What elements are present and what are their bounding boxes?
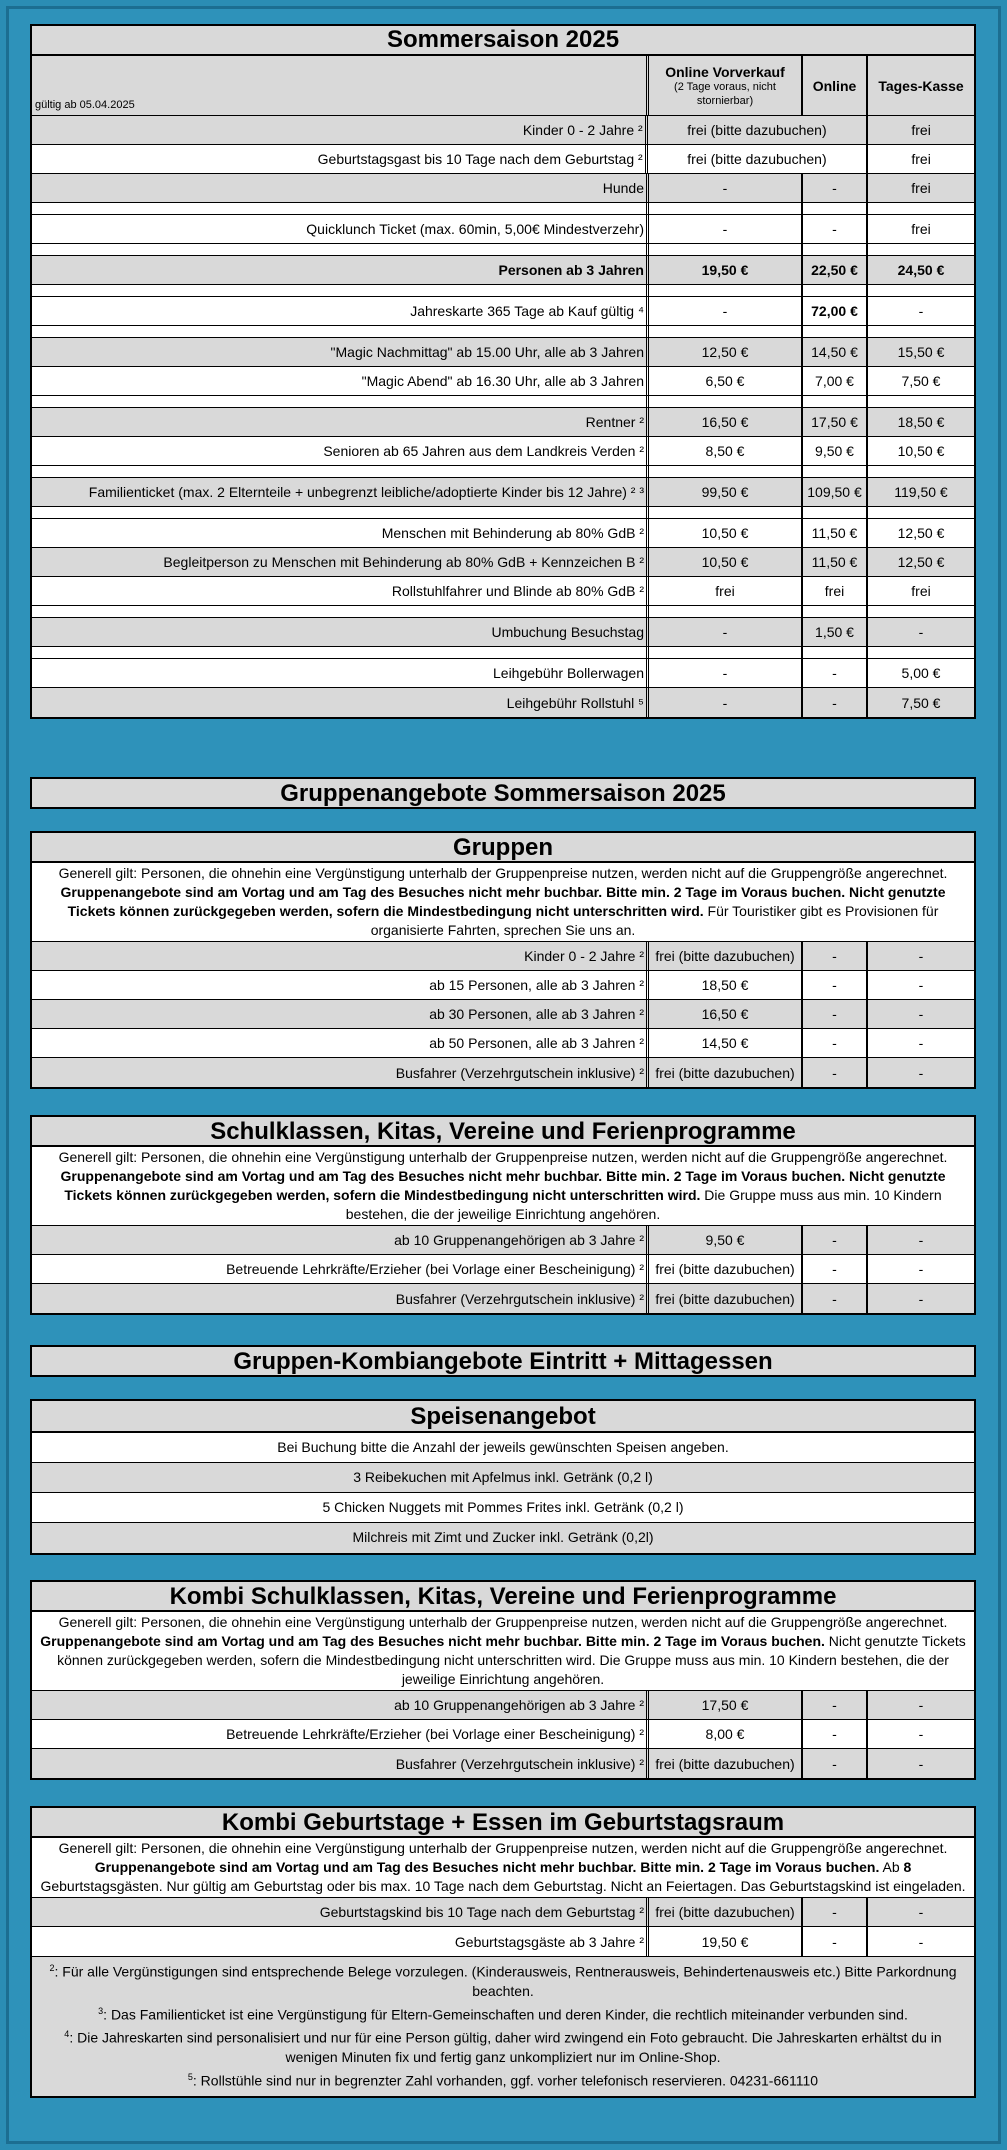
online-vvk-price: 6,50 €: [649, 367, 803, 395]
price-row: [32, 548, 974, 577]
online-price-merged: frei (bitte dazubuchen): [648, 145, 869, 173]
online-price: -: [803, 1927, 868, 1956]
spacer-row: [32, 647, 974, 659]
price-row: [32, 145, 974, 174]
spacer-cell: [649, 396, 803, 408]
gruppen-section: [30, 831, 976, 1089]
price-row: [32, 1284, 974, 1313]
row-label: "Magic Abend" ab 16.30 Uhr, alle ab 3 Jahren: [32, 367, 649, 395]
footnote-text: : Die Jahreskarten sind personalisiert und nur für eine Person gültig, daher wird zwingend ein Foto gebraucht. Die Jahreskarten erhältst du in wenigen Minuten fix und fertig ganz unkompliziert nur im Online-Shop.: [69, 2029, 942, 2065]
tageskasse-price: 12,50 €: [897, 554, 945, 570]
online-vvk-price: -: [649, 174, 803, 202]
spacer-cell: [868, 203, 974, 215]
footnote-marker: 3: [98, 2005, 104, 2016]
spacer-cell: [803, 203, 868, 215]
spacer-row: [32, 606, 974, 618]
row-label: Senioren ab 65 Jahren aus dem Landkreis Verden ²: [32, 437, 649, 465]
spacer-cell: [32, 203, 649, 215]
online-price: -: [803, 1226, 868, 1254]
price-row: [32, 1898, 974, 1927]
price-row: [32, 519, 974, 548]
row-label: ab 10 Gruppenangehörigen ab 3 Jahre ²: [32, 1226, 649, 1254]
online-vvk-price: 10,50 €: [649, 548, 803, 576]
summer-title: Sommersaison 2025: [32, 26, 974, 56]
online-price: -: [803, 1691, 868, 1719]
row-label: Geburtstagskind bis 10 Tage nach dem Geburtstag ²: [32, 1898, 649, 1926]
row-label: Betreuende Lehrkräfte/Erzieher (bei Vorlage einer Bescheinigung) ²: [32, 1255, 649, 1283]
tageskasse-price: -: [918, 977, 924, 993]
tageskasse-price: 15,50 €: [897, 344, 945, 360]
row-label: Geburtstagsgast bis 10 Tage nach dem Geburtstag ²: [32, 145, 648, 173]
tageskasse-price: -: [918, 1933, 924, 1950]
spacer-cell: [803, 396, 868, 408]
header-online-vvk: [649, 56, 803, 115]
row-label: Rentner ²: [32, 408, 649, 436]
spacer-cell: [649, 244, 803, 256]
kombi-schul-section: [30, 1580, 976, 1780]
price-row: [32, 942, 974, 971]
spacer-cell: [868, 606, 974, 618]
online-vvk-price: frei (bitte dazubuchen): [649, 1255, 803, 1283]
row-label: Begleitperson zu Menschen mit Behinderung ab 80% GdB + Kennzeichen B ²: [32, 548, 649, 576]
tageskasse-price: 7,50 €: [901, 373, 941, 389]
row-label: Busfahrer (Verzehrgutschein inklusive) ²: [32, 1284, 649, 1313]
tageskasse-price: frei: [911, 151, 931, 167]
spacer-cell: [803, 285, 868, 297]
row-label: Kinder 0 - 2 Jahre ²: [32, 942, 649, 970]
price-row: [32, 478, 974, 507]
row-label: Busfahrer (Verzehrgutschein inklusive) ²: [32, 1058, 649, 1087]
gruppen-note: Generell gilt: Personen, die ohnehin eine Vergünstigung unterhalb der Gruppenpreise nutzen, werden nicht auf die Gruppengröße angerechnet. Gruppenangebote sind am Vortag und am Tag des Besuches nicht mehr buchbar. Bitte min. 2 Tage im Voraus buchen. Nicht genutzte Tickets können zurückgegeben werden, sofern die Mindestbedingung nicht unterschritten wird. Für Touristiker gibt es Provisionen für organisierte Fahrten, sprechen Sie uns an.: [32, 863, 974, 942]
tageskasse-price: -: [918, 948, 924, 964]
online-price: 11,50 €: [803, 519, 868, 547]
tageskasse-price: frei: [911, 583, 931, 599]
spacer-cell: [32, 396, 649, 408]
gruppen-title: Gruppen: [32, 833, 974, 863]
price-row: [32, 659, 974, 688]
price-row: [32, 1058, 974, 1087]
tageskasse-price: -: [918, 1726, 924, 1742]
online-price: -: [803, 1284, 868, 1313]
spacer-cell: [649, 466, 803, 478]
spacer-cell: [649, 285, 803, 297]
spacer-cell: [32, 285, 649, 297]
row-label: Menschen mit Behinderung ab 80% GdB ²: [32, 519, 649, 547]
spacer-cell: [803, 507, 868, 519]
tageskasse-price: 7,50 €: [901, 694, 941, 711]
row-label: Jahreskarte 365 Tage ab Kauf gültig ⁴: [32, 297, 649, 325]
spacer-cell: [803, 326, 868, 338]
spacer-cell: [649, 203, 803, 215]
summer-header-row: [32, 56, 974, 116]
price-row: [32, 1691, 974, 1720]
online-price: -: [803, 1749, 868, 1778]
footnote-marker: 2: [49, 1963, 55, 1973]
online-price: -: [803, 1898, 868, 1926]
price-row: [32, 618, 974, 647]
online-price: 22,50 €: [803, 256, 868, 284]
row-label: ab 10 Gruppenangehörigen ab 3 Jahre ²: [32, 1691, 649, 1719]
spacer-cell: [32, 466, 649, 478]
spacer-cell: [803, 606, 868, 618]
schul-note: Generell gilt: Personen, die ohnehin eine Vergünstigung unterhalb der Gruppenpreise nutzen, werden nicht auf die Gruppengröße angerechnet. Gruppenangebote sind am Vortag und am Tag des Besuches nicht mehr buchbar. Bitte min. 2 Tage im Voraus buchen. Nicht genutzte Tickets können zurückgegeben werden, sofern die Mindestbedingung nicht unterschritten wird. Die Gruppe muss aus min. 10 Kindern bestehen, die der jeweilige Einrichtung angehören.: [32, 1147, 974, 1226]
online-vvk-price: 16,50 €: [649, 408, 803, 436]
price-row: [32, 1927, 974, 1956]
schul-section: [30, 1115, 976, 1315]
spacer-cell: [803, 647, 868, 659]
row-label: "Magic Nachmittag" ab 15.00 Uhr, alle ab 3 Jahren: [32, 338, 649, 366]
online-price: -: [803, 1058, 868, 1087]
valid-from-cell: [32, 56, 649, 115]
price-row: [32, 1749, 974, 1778]
kombi-banner: Gruppen-Kombiangebote Eintritt + Mittagessen: [30, 1345, 976, 1377]
online-vvk-price: frei (bitte dazubuchen): [649, 1898, 803, 1926]
spacer-row: [32, 326, 974, 338]
online-vvk-price: 10,50 €: [649, 519, 803, 547]
menu-item: 5 Chicken Nuggets mit Pommes Frites inkl. Getränk (0,2 l): [32, 1493, 974, 1523]
online-vvk-price: 12,50 €: [649, 338, 803, 366]
row-label: Betreuende Lehrkräfte/Erzieher (bei Vorlage einer Bescheinigung) ²: [32, 1720, 649, 1748]
footnote: [38, 2068, 968, 2091]
valid-from-text: gültig ab 05.04.2025: [35, 99, 135, 111]
price-row: [32, 408, 974, 437]
footnote-text: : Rollstühle sind nur in begrenzter Zahl vorhanden, ggf. vorher telefonisch reservieren. 04231-661110: [192, 2072, 819, 2089]
row-label: Quicklunch Ticket (max. 60min, 5,00€ Mindestverzehr): [32, 215, 649, 243]
online-vvk-price: 9,50 €: [649, 1226, 803, 1254]
summer-price-table: [30, 24, 976, 719]
online-vvk-price: frei: [649, 577, 803, 605]
tageskasse-price: 12,50 €: [897, 525, 945, 541]
online-vvk-price: -: [649, 659, 803, 687]
online-price: -: [803, 688, 868, 717]
tageskasse-price: 24,50 €: [897, 262, 945, 278]
footnote-text: : Für alle Vergünstigungen sind entsprechende Belege vorzulegen. (Kinderausweis, Rentnerausweis, Behindertenausweis etc.) Bitte Parkordnung beachten.: [54, 1963, 957, 1999]
online-price: 1,50 €: [803, 618, 868, 646]
row-label: Hunde: [32, 174, 649, 202]
online-price: -: [803, 1720, 868, 1748]
spacer-cell: [868, 647, 974, 659]
menu-item: Milchreis mit Zimt und Zucker inkl. Getränk (0,2l): [32, 1523, 974, 1553]
online-price: 7,00 €: [803, 367, 868, 395]
schul-title: Schulklassen, Kitas, Vereine und Ferienprogramme: [32, 1117, 974, 1147]
row-label: Kinder 0 - 2 Jahre ²: [32, 116, 648, 144]
spacer-cell: [868, 326, 974, 338]
menu-item: 3 Reibekuchen mit Apfelmus inkl. Getränk (0,2 l): [32, 1463, 974, 1493]
tageskasse-price: -: [918, 1064, 924, 1081]
spacer-cell: [803, 244, 868, 256]
row-label: Personen ab 3 Jahren: [32, 256, 649, 284]
price-row: [32, 174, 974, 203]
price-row: [32, 971, 974, 1000]
online-price: 14,50 €: [803, 338, 868, 366]
online-vvk-price: 99,50 €: [649, 478, 803, 506]
row-label: Familienticket (max. 2 Elternteile + unbegrenzt leibliche/adoptierte Kinder bis 12 Jahre) ² ³: [32, 478, 649, 506]
price-row: [32, 1226, 974, 1255]
price-row: [32, 256, 974, 285]
kombi-schul-note: Generell gilt: Personen, die ohnehin eine Vergünstigung unterhalb der Gruppenpreise nutzen, werden nicht auf die Gruppengröße angerechnet. Gruppenangebote sind am Vortag und am Tag des Besuches nicht mehr buchbar. Bitte min. 2 Tage im Voraus buchen. Nicht genutzte Tickets können zurückgegeben werden, sofern die Mindestbedingung nicht unterschritten wird. Die Gruppe muss aus min. 10 Kindern bestehen, die der jeweilige Einrichtung angehören.: [32, 1612, 974, 1691]
online-vvk-price: 19,50 €: [649, 256, 803, 284]
row-label: Geburtstagsgäste ab 3 Jahre ²: [32, 1927, 649, 1956]
price-row: [32, 338, 974, 367]
footnote: [38, 1959, 968, 2001]
online-vvk-price: frei (bitte dazubuchen): [649, 1749, 803, 1778]
row-label: ab 50 Personen, alle ab 3 Jahren ²: [32, 1029, 649, 1057]
tageskasse-price: 5,00 €: [901, 665, 941, 681]
spacer-cell: [868, 285, 974, 297]
price-row: [32, 367, 974, 396]
online-vvk-price: 8,50 €: [649, 437, 803, 465]
online-vvk-price: 14,50 €: [649, 1029, 803, 1057]
spacer-cell: [803, 466, 868, 478]
tageskasse-price: -: [918, 303, 924, 319]
kombi-schul-title: Kombi Schulklassen, Kitas, Vereine und Ferienprogramme: [32, 1582, 974, 1612]
header-online-vvk-sub: (2 Tage voraus, nicht stornierbar): [674, 80, 776, 107]
tageskasse-price: 18,50 €: [897, 414, 945, 430]
online-price: -: [803, 174, 868, 202]
price-row: [32, 1720, 974, 1749]
online-vvk-price: frei (bitte dazubuchen): [649, 1058, 803, 1087]
online-price: frei: [803, 577, 868, 605]
online-price: -: [803, 1255, 868, 1283]
spacer-cell: [649, 507, 803, 519]
spacer-cell: [32, 326, 649, 338]
header-online-vvk-label: Online Vorverkauf: [665, 63, 785, 80]
online-vvk-price: frei (bitte dazubuchen): [649, 1284, 803, 1313]
spacer-cell: [32, 647, 649, 659]
spacer-row: [32, 285, 974, 297]
spacer-cell: [649, 606, 803, 618]
footnote-text: : Das Familienticket ist eine Vergünstigung für Eltern-Gemeinschaften und deren Kinder, die rechtlich miteinander verbunden sind.: [103, 2006, 908, 2023]
spacer-row: [32, 203, 974, 215]
tageskasse-price: frei: [911, 122, 931, 138]
spacer-cell: [649, 326, 803, 338]
online-price: -: [803, 1000, 868, 1028]
footnote: [38, 2002, 968, 2025]
spacer-cell: [649, 647, 803, 659]
online-price: -: [803, 215, 868, 243]
spacer-row: [32, 244, 974, 256]
row-label: Leihgebühr Bollerwagen: [32, 659, 649, 687]
price-row: [32, 116, 974, 145]
tageskasse-price: -: [918, 624, 924, 640]
group-offers-banner: Gruppenangebote Sommersaison 2025: [30, 777, 976, 809]
online-vvk-price: -: [649, 688, 803, 717]
footnote: [38, 2025, 968, 2067]
online-vvk-price: -: [649, 618, 803, 646]
price-row: [32, 688, 974, 717]
online-vvk-price: -: [649, 215, 803, 243]
row-label: ab 30 Personen, alle ab 3 Jahren ²: [32, 1000, 649, 1028]
spacer-row: [32, 396, 974, 408]
online-vvk-price: frei (bitte dazubuchen): [649, 942, 803, 970]
spacer-row: [32, 466, 974, 478]
online-price: -: [803, 1029, 868, 1057]
online-price: 72,00 €: [803, 297, 868, 325]
header-online: Online: [803, 56, 868, 115]
row-label: ab 15 Personen, alle ab 3 Jahren ²: [32, 971, 649, 999]
price-row: [32, 1255, 974, 1284]
kombi-geb-note: Generell gilt: Personen, die ohnehin eine Vergünstigung unterhalb der Gruppenpreise nutzen, werden nicht auf die Gruppengröße angerechnet. Gruppenangebote sind am Vortag und am Tag des Besuches nicht mehr buchbar. Bitte min. 2 Tage im Voraus buchen. Ab 8 Geburtstagsgästen. Nur gültig am Geburtstag oder bis max. 10 Tage nach dem Geburtstag. Nicht an Feiertagen. Das Geburtstagskind ist eingeladen.: [32, 1838, 974, 1898]
spacer-cell: [868, 396, 974, 408]
tageskasse-price: frei: [911, 180, 931, 196]
speisen-section: [30, 1399, 976, 1555]
price-row: [32, 1000, 974, 1029]
spacer-row: [32, 507, 974, 519]
online-vvk-price: 18,50 €: [649, 971, 803, 999]
row-label: Leihgebühr Rollstuhl ⁵: [32, 688, 649, 717]
tageskasse-price: -: [918, 1006, 924, 1022]
online-price: -: [803, 659, 868, 687]
tageskasse-price: -: [918, 1697, 924, 1713]
online-price: 17,50 €: [803, 408, 868, 436]
online-vvk-price: -: [649, 297, 803, 325]
online-price: -: [803, 942, 868, 970]
online-vvk-price: 19,50 €: [649, 1927, 803, 1956]
footnotes: [32, 1956, 974, 2096]
online-price: -: [803, 971, 868, 999]
speisen-instruction: Bei Buchung bitte die Anzahl der jeweils gewünschten Speisen angeben.: [32, 1433, 974, 1463]
tageskasse-price: -: [918, 1232, 924, 1248]
online-price-merged: frei (bitte dazubuchen): [648, 116, 869, 144]
price-row: [32, 437, 974, 466]
kombi-geb-section: [30, 1806, 976, 2098]
header-tageskasse: Tages-Kasse: [878, 77, 964, 94]
tageskasse-price: 119,50 €: [894, 484, 948, 500]
tageskasse-price: -: [918, 1755, 924, 1772]
tageskasse-price: -: [918, 1035, 924, 1051]
speisen-title: Speisenangebot: [32, 1401, 974, 1433]
row-label: Rollstuhlfahrer und Blinde ab 80% GdB ²: [32, 577, 649, 605]
footnote-marker: 5: [187, 2071, 193, 2082]
price-row: [32, 1029, 974, 1058]
spacer-cell: [32, 507, 649, 519]
tageskasse-price: -: [918, 1290, 924, 1307]
spacer-cell: [868, 466, 974, 478]
online-vvk-price: 17,50 €: [649, 1691, 803, 1719]
row-label: Busfahrer (Verzehrgutschein inklusive) ²: [32, 1749, 649, 1778]
online-price: 11,50 €: [803, 548, 868, 576]
spacer-cell: [32, 244, 649, 256]
online-vvk-price: 8,00 €: [649, 1720, 803, 1748]
tageskasse-price: -: [918, 1904, 924, 1920]
footnote-marker: 4: [64, 2029, 70, 2040]
online-vvk-price: 16,50 €: [649, 1000, 803, 1028]
spacer-cell: [32, 606, 649, 618]
spacer-cell: [868, 244, 974, 256]
price-row: [32, 215, 974, 244]
online-price: 9,50 €: [803, 437, 868, 465]
spacer-cell: [868, 507, 974, 519]
tageskasse-price: frei: [911, 221, 931, 237]
tageskasse-price: -: [918, 1261, 924, 1277]
online-price: 109,50 €: [803, 478, 868, 506]
row-label: Umbuchung Besuchstag: [32, 618, 649, 646]
price-row: [32, 297, 974, 326]
tageskasse-price: 10,50 €: [897, 443, 945, 459]
kombi-geb-title: Kombi Geburtstage + Essen im Geburtstagsraum: [32, 1808, 974, 1838]
price-row: [32, 577, 974, 606]
